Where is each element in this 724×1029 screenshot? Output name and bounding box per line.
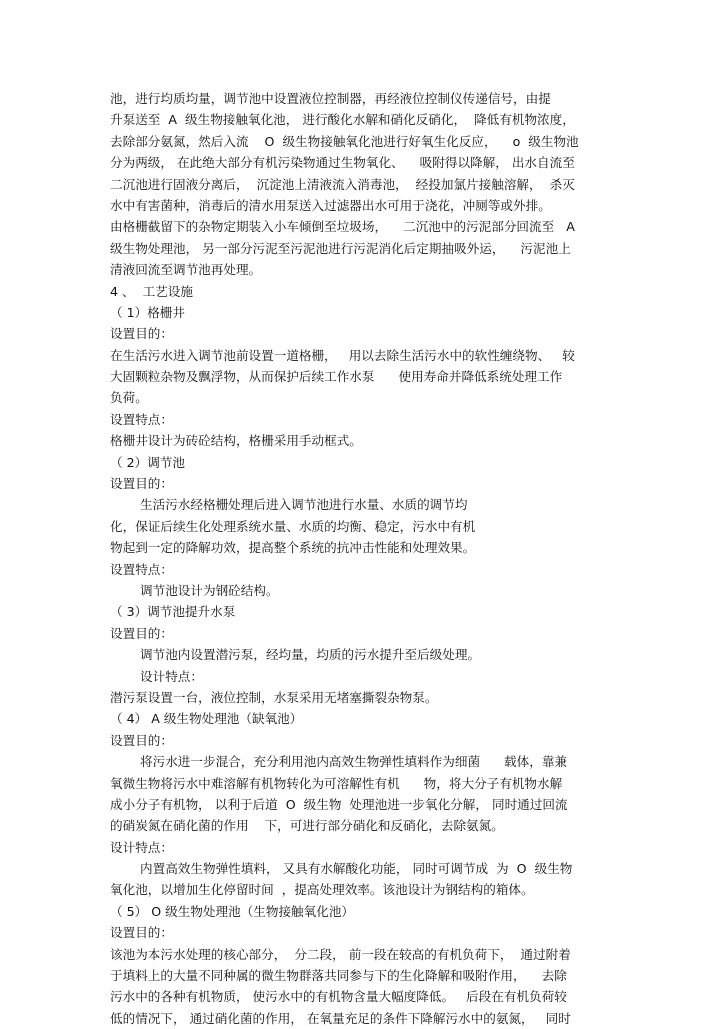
- text-line: 污水中的各种有机物质， 使污水中的有机物含量大幅度降低。 后段在有机负荷较: [110, 989, 567, 1005]
- text-line: 于填料上的大量不同种属的微生物群落共同参与下的生化降解和吸附作用， 去除: [110, 968, 567, 984]
- text-line: 设计特点：: [110, 839, 173, 855]
- text-line: 化，保证后续生化处理系统水量、水质的均衡、稳定，污水中有机: [110, 518, 476, 534]
- text-line: 格栅井设计为砖砼结构，格栅采用手动框式。: [110, 433, 362, 449]
- text-line: （ 4） A 级生物处理池（缺氧池）: [110, 711, 303, 727]
- text-line: 设置目的：: [110, 732, 173, 748]
- document-page: [110, 88, 615, 1029]
- text-line: 的硝炭氮在硝化菌的作用 下，可进行部分硝化和反硝化，去除氨氮。: [110, 818, 504, 834]
- text-line: 去除部分氨氮，然后入流 O 级生物接触氧化池进行好氧生化反应， o 级生物池: [110, 133, 579, 149]
- text-line: 设置特点：: [110, 561, 173, 577]
- text-line: 负荷。: [110, 390, 148, 406]
- text-line: 内置高效生物弹性填料， 又具有水解酸化功能， 同时可调节成 为 O 级生物: [140, 861, 573, 877]
- text-line: 设置目的：: [110, 476, 173, 492]
- text-line: 氧微生物将污水中难溶解有机物转化为可溶解性有机 物，将大分子有机物水解: [110, 775, 563, 791]
- text-line: 物起到一定的降解功效，提高整个系统的抗冲击性能和处理效果。: [110, 540, 476, 556]
- text-line: 调节池内设置潜污泵，经均量，均质的污水提升至后级处理。: [140, 647, 481, 663]
- text-line: 设置目的：: [110, 326, 173, 342]
- text-line: 该池为本污水处理的核心部分， 分二段， 前一段在较高的有机负荷下， 通过附着: [110, 946, 571, 962]
- text-line: （ 1）格栅井: [110, 304, 185, 320]
- text-line: （ 2）调节池: [110, 454, 185, 470]
- text-line: 生活污水经格栅处理后进入调节池进行水量、水质的调节均: [140, 497, 468, 513]
- text-line: 设置目的：: [110, 925, 173, 941]
- text-line: 升泵送至 A 级生物接触氧化池， 进行酸化水解和硝化反硝化， 降低有机物浓度，: [110, 112, 575, 128]
- text-line: 水中有害菌种，消毒后的清水用泵送入过滤器出水可用于浇花，冲厕等或外排。: [110, 197, 551, 213]
- text-line: （ 5） O 级生物处理池（生物接触氧化池）: [110, 903, 355, 919]
- text-line: 池，进行均质均量，调节池中设置液位控制器，再经液位控制仪传递信号，由提: [110, 91, 551, 106]
- text-line: 分为两级， 在此绝大部分有机污染物通过生物氧化、 吸附得以降解， 出水自流至: [110, 155, 575, 171]
- text-line: 级生物处理池， 另一部分污泥至污泥池进行污泥消化后定期抽吸外运， 污泥池上: [110, 240, 571, 256]
- text-line: （ 3）调节池提升水泵: [110, 604, 236, 620]
- text-line: 设置特点：: [110, 411, 173, 427]
- text-line: 大固颗粒杂物及飘浮物，从而保护后续工作水泵 使用寿命并降低系统处理工作: [110, 369, 563, 385]
- text-line: 4 、 工艺设施: [110, 283, 193, 299]
- text-line: 由格栅截留下的杂物定期装入小车倾倒至垃圾场， 二沉池中的污泥部分回流至 A: [110, 219, 575, 235]
- text-line: 低的情况下， 通过硝化菌的作用， 在氧量充足的条件下降解污水中的氨氮， 同时: [110, 1010, 571, 1026]
- text-line: 氧化池，以增加生化停留时间 ，提高处理效率。该池设计为钢结构的箱体。: [110, 882, 534, 898]
- text-line: 在生活污水进入调节池前设置一道格栅， 用以去除生活污水中的软性缠绕物、 较: [110, 347, 575, 363]
- text-line: 二沉池进行固液分离后， 沉淀池上清液流入消毒池， 经投加氯片接触溶解， 杀灭: [110, 176, 575, 192]
- text-line: 成小分子有机物， 以利于后道 O 级生物 处理池进一步氧化分解， 同时通过回流: [110, 796, 568, 812]
- text-line: 潜污泵设置一台，液位控制，水泵采用无堵塞撕裂杂物泵。: [110, 689, 438, 705]
- text-line: 将污水进一步混合，充分利用池内高效生物弹性填料作为细菌 载体，靠兼: [140, 754, 568, 770]
- text-line: 设计特点：: [140, 668, 203, 684]
- text-line: 设置目的：: [110, 625, 173, 641]
- text-line: 清液回流至调节池再处理。: [110, 262, 262, 278]
- text-line: 调节池设计为钢砼结构。: [140, 582, 279, 598]
